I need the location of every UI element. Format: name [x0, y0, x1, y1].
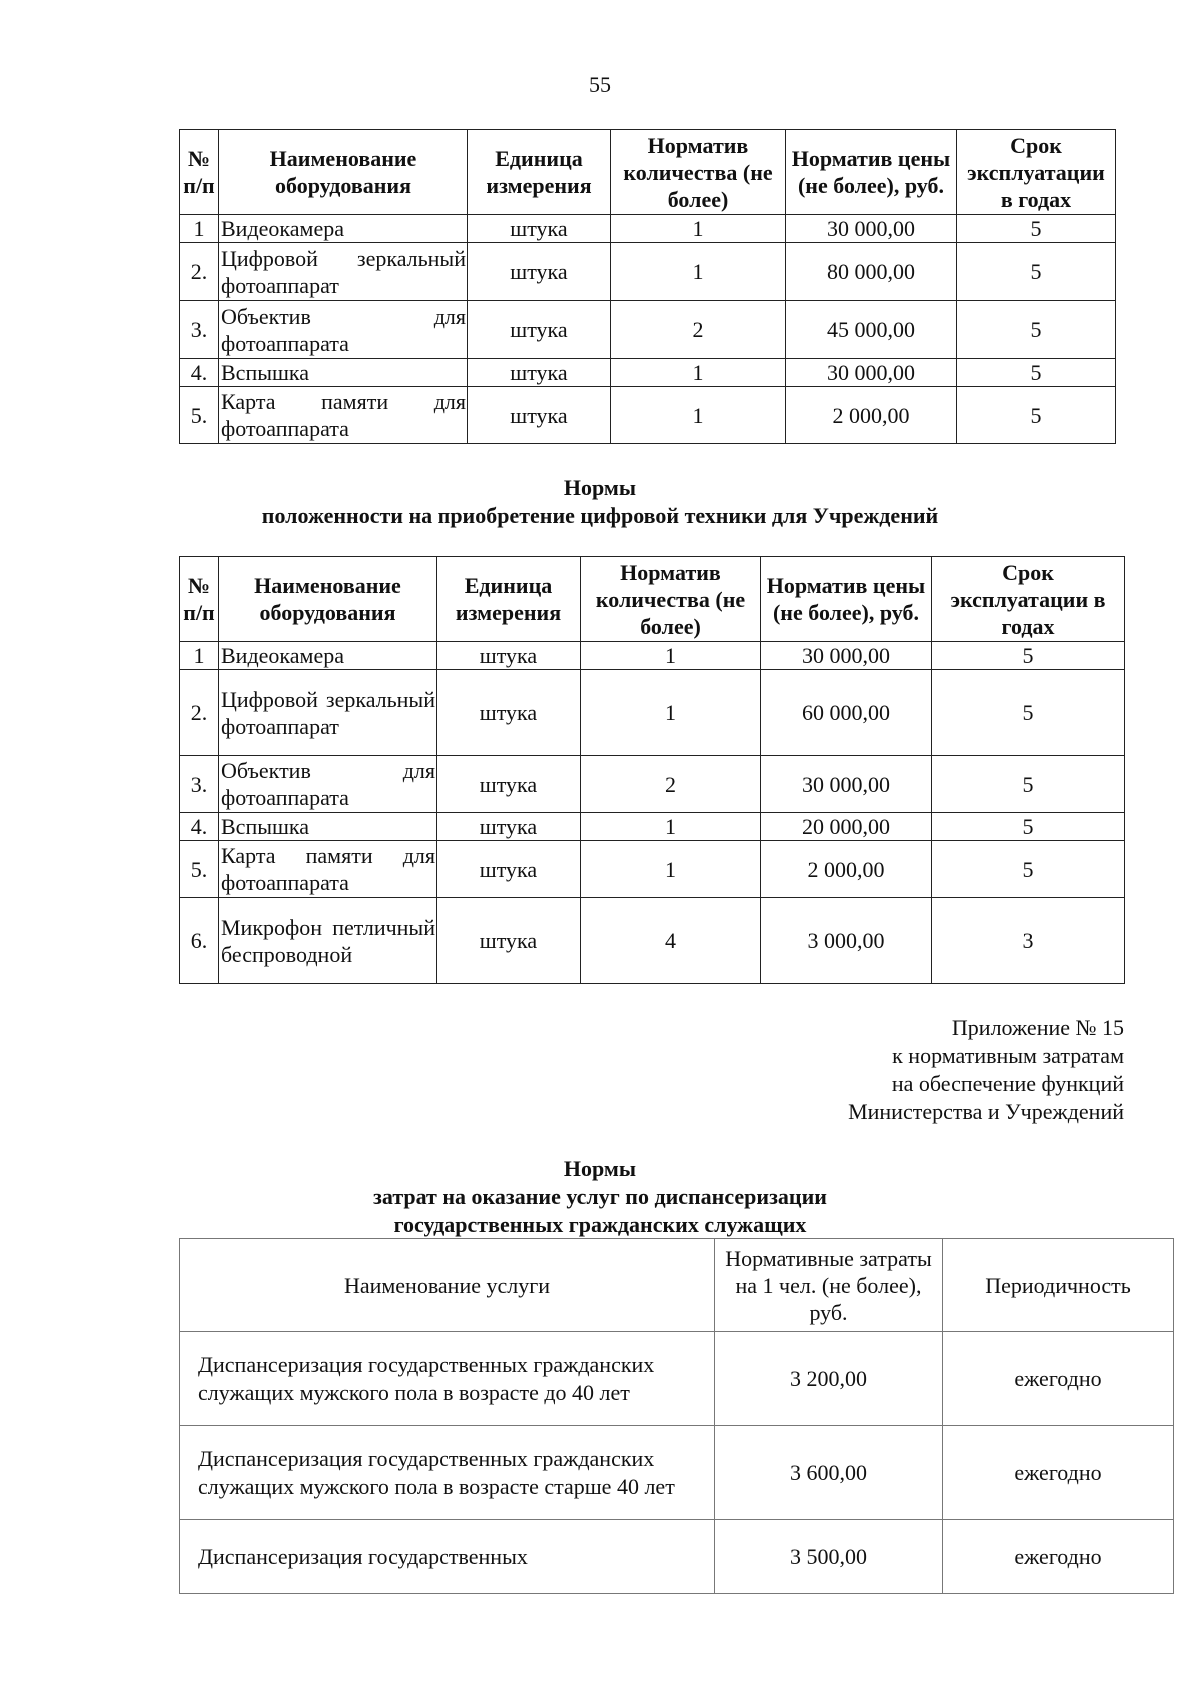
table-cell: 5 [932, 813, 1125, 841]
table-cell: 2 000,00 [761, 841, 932, 898]
table-cell: 2. [180, 670, 219, 756]
table-cell: 3 500,00 [715, 1520, 943, 1594]
table-row [180, 1332, 1174, 1426]
header-row [180, 130, 1116, 215]
table-cell: ежегодно [943, 1332, 1174, 1426]
table-cell: 1 [581, 670, 761, 756]
section3-title-line2: затрат на оказание услуг по диспансеризации [373, 1184, 827, 1209]
table-cell: 30 000,00 [786, 215, 957, 243]
table-cell: 1 [581, 642, 761, 670]
column-header: Норматив цены (не более), руб. [761, 557, 932, 642]
section2-title-line1: Нормы [563, 475, 637, 500]
header-row [180, 1239, 1174, 1332]
column-header: Норматив количества (не более) [581, 557, 761, 642]
table-cell: 2. [180, 243, 219, 301]
column-header: № п/п [180, 557, 219, 642]
table-cell: 4. [180, 359, 219, 387]
table-cell: Вспышка [219, 813, 437, 841]
table-cell: Цифровой зеркальный фотоаппарат [219, 243, 468, 301]
table-cell: Видеокамера [219, 215, 468, 243]
table-cell: Диспансеризация государственных [180, 1520, 715, 1594]
header-row [180, 557, 1125, 642]
table-row [180, 359, 1116, 387]
table-cell: 5 [932, 756, 1125, 813]
appendix-line2: к нормативным затратам [892, 1043, 1124, 1068]
table-cell: 45 000,00 [786, 301, 957, 359]
table-row [180, 387, 1116, 444]
table-cell: 1 [611, 387, 786, 444]
table-cell: 60 000,00 [761, 670, 932, 756]
table-row [180, 670, 1125, 756]
table-cell: Карта памяти для фотоаппарата [219, 841, 437, 898]
table-cell: 1 [611, 215, 786, 243]
table-cell: штука [468, 215, 611, 243]
table-cell: 5. [180, 387, 219, 444]
table-cell: штука [437, 756, 581, 813]
table-cell: 5 [957, 359, 1116, 387]
table-cell: 5 [957, 387, 1116, 444]
table-row [180, 841, 1125, 898]
column-header: Единица измерения [437, 557, 581, 642]
equipment-norms-table-1 [179, 129, 1116, 444]
table-row [180, 215, 1116, 243]
table-cell: Диспансеризация государственных гражданских служащих мужского пола в возрасте старше 40 лет [180, 1426, 715, 1520]
section3-title-line1: Нормы [563, 1156, 637, 1181]
appendix-line3: на обеспечение функций [891, 1071, 1124, 1096]
table-cell: 30 000,00 [761, 642, 932, 670]
table-row [180, 813, 1125, 841]
table-cell: 1 [581, 813, 761, 841]
table-cell: 30 000,00 [761, 756, 932, 813]
table-cell: штука [437, 670, 581, 756]
table-cell: 5 [932, 841, 1125, 898]
table-cell: Диспансеризация государственных гражданских служащих мужского пола в возрасте до 40 лет [180, 1332, 715, 1426]
table-cell: 2 000,00 [786, 387, 957, 444]
table-cell: Цифровой зеркальный фотоаппарат [219, 670, 437, 756]
column-header: Норматив цены (не более), руб. [786, 130, 957, 215]
table-cell: штука [468, 243, 611, 301]
table-row [180, 1426, 1174, 1520]
table-cell: 5 [957, 243, 1116, 301]
medical-exam-costs-table [179, 1238, 1174, 1594]
table-cell: ежегодно [943, 1426, 1174, 1520]
column-header: Наименование услуги [180, 1239, 715, 1332]
table-cell: ежегодно [943, 1520, 1174, 1594]
table-cell: штука [437, 813, 581, 841]
appendix-line1: Приложение № 15 [951, 1015, 1124, 1040]
column-header: Наименование оборудования [219, 557, 437, 642]
page-number: 55 [589, 72, 611, 97]
table-cell: 5 [932, 642, 1125, 670]
table-cell: Микрофон петличный беспроводной [219, 898, 437, 984]
section2-title [0, 474, 1200, 530]
column-header: Единица измерения [468, 130, 611, 215]
table-row [180, 756, 1125, 813]
table-row [180, 642, 1125, 670]
table-cell: 2 [611, 301, 786, 359]
table-cell: 20 000,00 [761, 813, 932, 841]
table-row [180, 1520, 1174, 1594]
table-cell: 30 000,00 [786, 359, 957, 387]
table-cell: 5 [957, 215, 1116, 243]
digital-equipment-norms-table [179, 556, 1125, 984]
table-cell: 5. [180, 841, 219, 898]
appendix-line4: Министерства и Учреждений [848, 1099, 1124, 1124]
table-row [180, 243, 1116, 301]
table-cell: 1 [611, 359, 786, 387]
table-cell: 5 [957, 301, 1116, 359]
section2-title-line2: положенности на приобретение цифровой техники для Учреждений [261, 503, 939, 528]
table-cell: 1 [180, 215, 219, 243]
table-cell: 4 [581, 898, 761, 984]
table-cell: Видеокамера [219, 642, 437, 670]
column-header: Наименование оборудования [219, 130, 468, 215]
column-header: № п/п [180, 130, 219, 215]
table-cell: 3 000,00 [761, 898, 932, 984]
table-cell: Объектив для фотоаппарата [219, 756, 437, 813]
table-cell: штука [437, 841, 581, 898]
table-cell: 2 [581, 756, 761, 813]
section3-title [0, 1155, 1200, 1239]
table-cell: 1 [180, 642, 219, 670]
column-header: Норматив количества (не более) [611, 130, 786, 215]
table-cell: 4. [180, 813, 219, 841]
column-header: Периодичность [943, 1239, 1174, 1332]
table-cell: штука [468, 301, 611, 359]
table-cell: 3 600,00 [715, 1426, 943, 1520]
table-cell: 1 [611, 243, 786, 301]
table-cell: 80 000,00 [786, 243, 957, 301]
column-header: Срок эксплуатации в годах [957, 130, 1116, 215]
appendix-note [848, 1014, 1124, 1126]
table-cell: 3 [932, 898, 1125, 984]
column-header: Нормативные затраты на 1 чел. (не более), руб. [715, 1239, 943, 1332]
table-row [180, 301, 1116, 359]
table-cell: 5 [932, 670, 1125, 756]
table-cell: 3 200,00 [715, 1332, 943, 1426]
table-cell: штука [468, 387, 611, 444]
section3-title-line3: государственных гражданских служащих [393, 1212, 807, 1237]
table-cell: штука [468, 359, 611, 387]
table-cell: 3. [180, 756, 219, 813]
table-cell: Объектив для фотоаппарата [219, 301, 468, 359]
column-header: Срок эксплуатации в годах [932, 557, 1125, 642]
table-cell: Карта памяти для фотоаппарата [219, 387, 468, 444]
table-cell: 1 [581, 841, 761, 898]
table-cell: 6. [180, 898, 219, 984]
table-cell: штука [437, 898, 581, 984]
table-cell: штука [437, 642, 581, 670]
table-row [180, 898, 1125, 984]
table-cell: 3. [180, 301, 219, 359]
table-cell: Вспышка [219, 359, 468, 387]
